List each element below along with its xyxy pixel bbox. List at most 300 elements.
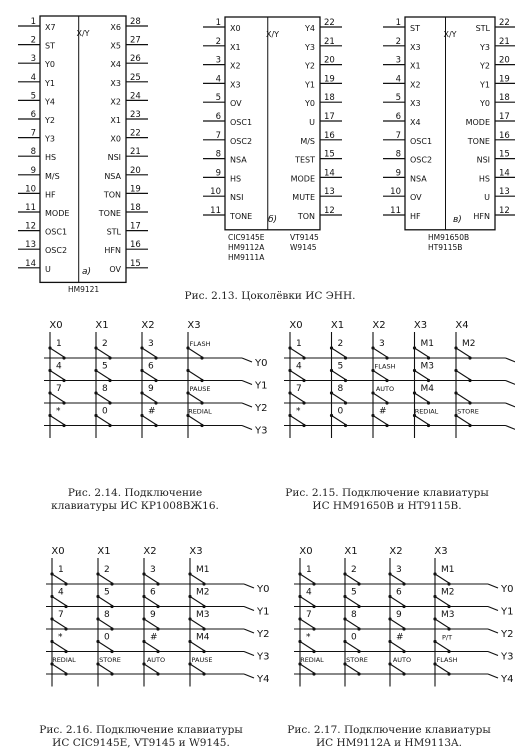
col-label: X3 xyxy=(434,546,448,557)
chip-body xyxy=(40,16,126,282)
pin-number: 10 xyxy=(390,187,401,198)
junction-dot xyxy=(447,627,450,630)
pin-label: HS xyxy=(45,153,57,163)
key-switch xyxy=(142,633,159,654)
switch-contact xyxy=(456,416,470,425)
junction-dot xyxy=(110,627,113,630)
pin-number: 21 xyxy=(324,36,335,47)
key-switch xyxy=(413,408,439,428)
key-label: 7 xyxy=(56,384,62,394)
pin-number: 7 xyxy=(30,128,36,139)
key-label: STORE xyxy=(457,407,479,416)
caption-fig-2-14 xyxy=(20,487,250,513)
key-switch xyxy=(433,656,457,676)
switch-contact xyxy=(300,619,314,628)
switch-contact xyxy=(435,642,449,651)
junction-dot xyxy=(156,582,159,585)
switch-contact xyxy=(96,371,110,380)
switch-contact xyxy=(300,664,314,673)
junction-dot xyxy=(388,595,391,598)
key-switch xyxy=(96,588,113,609)
col-label: X0 xyxy=(299,546,313,557)
junction-dot xyxy=(200,379,203,382)
key-switch xyxy=(298,633,315,654)
key-label: 9 xyxy=(396,610,402,620)
switch-contact xyxy=(332,393,346,402)
junction-dot xyxy=(62,401,65,404)
junction-dot xyxy=(154,401,157,404)
pin-number: 14 xyxy=(499,168,510,179)
pin-number: 5 xyxy=(395,93,401,104)
pin-label: X1 xyxy=(110,116,121,125)
pin-label: X0 xyxy=(110,134,121,144)
pin-number: 6 xyxy=(30,110,36,120)
key-label: M2 xyxy=(441,587,455,598)
switch-contact xyxy=(290,393,304,402)
key-label: REDIAL xyxy=(188,407,212,416)
pin-number: 23 xyxy=(130,110,141,120)
pin-label: OSC1 xyxy=(45,227,68,237)
pin-label: Y0 xyxy=(480,99,490,109)
key-switch xyxy=(298,656,324,676)
row-bus-tail xyxy=(242,403,252,407)
pin-label: Y4 xyxy=(45,97,55,107)
col-label: X2 xyxy=(141,320,155,331)
switch-contact xyxy=(50,371,64,380)
junction-dot xyxy=(94,391,97,394)
junction-dot xyxy=(156,627,159,630)
key-switch xyxy=(140,362,157,383)
junction-dot xyxy=(454,369,457,372)
junction-dot xyxy=(108,424,111,427)
junction-dot xyxy=(330,414,333,417)
pin-label: NSI xyxy=(230,193,244,203)
switch-contact xyxy=(98,619,112,628)
pin-label: Y3 xyxy=(45,134,55,144)
key-switch xyxy=(142,565,159,586)
row-bus-tail xyxy=(244,652,254,656)
key-switch xyxy=(96,633,113,654)
chip-model-name: HM9121 xyxy=(68,285,100,294)
key-label: 8 xyxy=(351,610,357,620)
key-switch xyxy=(371,339,388,360)
pin-number: 5 xyxy=(215,93,221,104)
pin-label: X2 xyxy=(410,80,421,90)
key-label: 0 xyxy=(104,632,110,643)
key-switch xyxy=(50,656,76,676)
junction-dot xyxy=(200,356,203,359)
junction-dot xyxy=(385,424,388,427)
switch-contact xyxy=(415,348,429,357)
chip-model-name: HT9115B xyxy=(428,243,463,252)
junction-dot xyxy=(188,640,191,643)
key-label: FLASH xyxy=(436,656,458,664)
row-label: Y4 xyxy=(501,674,514,685)
junction-dot xyxy=(388,662,391,665)
col-label: X4 xyxy=(455,320,469,331)
junction-dot xyxy=(202,627,205,630)
pin-number: 15 xyxy=(130,258,141,269)
caption-line: ИС HM9112A и HM9113A. xyxy=(316,737,462,749)
key-label: 0 xyxy=(351,632,357,643)
junction-dot xyxy=(447,672,450,675)
junction-dot xyxy=(64,627,67,630)
junction-dot xyxy=(402,650,405,653)
key-label: 1 xyxy=(296,339,302,349)
key-label: 8 xyxy=(337,384,344,394)
chip-part-label: б) xyxy=(268,215,278,225)
pin-number: 28 xyxy=(130,17,141,27)
switch-contact xyxy=(188,348,202,357)
pin-label: Y1 xyxy=(480,80,490,90)
junction-dot xyxy=(64,672,67,675)
junction-dot xyxy=(343,595,346,598)
key-switch xyxy=(388,610,405,631)
pin-label: X6 xyxy=(110,23,121,32)
junction-dot xyxy=(156,605,159,608)
pin-number: 4 xyxy=(215,74,221,85)
col-label: X3 xyxy=(189,546,203,557)
col-label: X1 xyxy=(97,546,111,557)
junction-dot xyxy=(64,605,67,608)
key-switch xyxy=(413,362,434,383)
key-label: 4 xyxy=(58,587,64,598)
key-switch xyxy=(413,384,434,405)
pin-label: U xyxy=(309,118,315,127)
pin-label: MUTE xyxy=(292,193,315,203)
pin-label: OV xyxy=(230,99,242,109)
pin-label: Y1 xyxy=(45,78,55,88)
row-label: Y3 xyxy=(501,651,514,663)
switch-contact xyxy=(188,416,202,425)
switch-contact xyxy=(290,371,304,380)
row-label: Y0 xyxy=(255,358,268,369)
pin-label: HF xyxy=(45,190,56,200)
caption-line: клавиатуры ИС КР1008ВЖ16. xyxy=(51,500,219,512)
pin-label: TON xyxy=(103,190,121,200)
key-switch xyxy=(343,588,360,609)
pin-label: X0 xyxy=(230,24,241,33)
chip-center-label: X/Y xyxy=(265,30,280,39)
pin-label: NSA xyxy=(230,155,247,165)
junction-dot xyxy=(388,572,391,575)
key-label: REDIAL xyxy=(300,656,324,664)
key-switch xyxy=(288,407,305,428)
caption-fig-2-13-text: Рис. 2.13. Цоколёвки ИС ЭНН. xyxy=(184,290,356,302)
pin-number: 7 xyxy=(215,130,221,141)
pin-label: X1 xyxy=(410,61,421,71)
pin-number: 6 xyxy=(395,112,401,122)
junction-dot xyxy=(48,369,51,372)
switch-contact xyxy=(96,416,110,425)
switch-contact xyxy=(50,416,64,425)
junction-dot xyxy=(94,369,97,372)
switch-contact xyxy=(300,642,314,651)
key-switch xyxy=(433,610,454,631)
key-label: REDIAL xyxy=(414,407,439,416)
pin-label: TEST xyxy=(295,155,315,165)
junction-dot xyxy=(200,424,203,427)
junction-dot xyxy=(154,424,157,427)
key-label: 8 xyxy=(104,610,110,620)
pin-label: X5 xyxy=(110,41,121,51)
switch-contact xyxy=(332,416,346,425)
key-label: 3 xyxy=(379,339,385,349)
switch-contact xyxy=(142,371,156,380)
key-label: M1 xyxy=(420,339,434,349)
key-switch xyxy=(343,565,360,586)
switch-contact xyxy=(290,348,304,357)
junction-dot xyxy=(388,617,391,620)
junction-dot xyxy=(188,617,191,620)
switch-contact xyxy=(390,642,404,651)
key-switch xyxy=(142,610,159,631)
pin-label: M/S xyxy=(45,171,60,181)
col-label: X2 xyxy=(389,546,403,557)
key-label: * xyxy=(58,632,63,643)
junction-dot xyxy=(454,391,457,394)
junction-dot xyxy=(288,346,291,349)
junction-dot xyxy=(96,640,99,643)
key-label: 7 xyxy=(306,610,312,620)
key-switch xyxy=(96,565,113,586)
junction-dot xyxy=(298,595,301,598)
junction-dot xyxy=(402,582,405,585)
junction-dot xyxy=(330,391,333,394)
junction-dot xyxy=(312,672,315,675)
switch-contact xyxy=(300,597,314,606)
row-bus-tail xyxy=(244,607,254,611)
pin-label: NSI xyxy=(476,155,490,165)
key-switch xyxy=(330,384,347,405)
pin-number: 14 xyxy=(324,168,335,179)
pin-number: 3 xyxy=(395,55,401,66)
junction-dot xyxy=(110,605,113,608)
junction-dot xyxy=(156,650,159,653)
key-switch xyxy=(140,339,157,360)
switch-contact xyxy=(98,642,112,651)
caption-line: Рис. 2.17. Подключение клавиатуры xyxy=(287,724,491,736)
row-bus-tail xyxy=(506,403,515,407)
junction-dot xyxy=(288,369,291,372)
junction-dot xyxy=(202,672,205,675)
key-switch xyxy=(94,339,111,360)
keypad-diagrams xyxy=(0,306,515,756)
switch-contact xyxy=(390,574,404,583)
chip-HM91650B xyxy=(383,17,515,252)
key-label: M1 xyxy=(196,565,210,575)
key-label: 6 xyxy=(150,587,156,598)
chip-center-label: X/Y xyxy=(443,30,457,39)
key-label: * xyxy=(296,406,301,417)
key-label: 1 xyxy=(58,565,64,575)
pin-number: 19 xyxy=(324,74,335,85)
pin-label: Y3 xyxy=(305,42,315,52)
row-label: Y1 xyxy=(501,606,514,618)
switch-contact xyxy=(52,574,66,583)
col-label: X0 xyxy=(289,320,303,331)
key-label: PAUSE xyxy=(189,385,211,393)
pin-label: OV xyxy=(109,264,121,274)
switch-contact xyxy=(144,642,158,651)
key-switch xyxy=(96,656,121,676)
pin-number: 12 xyxy=(324,206,335,216)
key-switch xyxy=(288,384,305,405)
junction-dot xyxy=(344,379,347,382)
key-label: AUTO xyxy=(375,385,395,393)
chip-part-label: a) xyxy=(82,267,92,277)
keypad-17 xyxy=(294,546,513,687)
key-label: 7 xyxy=(58,610,64,620)
switch-contact xyxy=(52,642,66,651)
junction-dot xyxy=(48,346,51,349)
switch-contact xyxy=(52,597,66,606)
junction-dot xyxy=(154,379,157,382)
pin-label: TONE xyxy=(467,136,490,146)
pin-number: 26 xyxy=(130,54,141,65)
pin-number: 25 xyxy=(130,72,141,83)
row-label: Y3 xyxy=(255,425,268,437)
pin-number: 20 xyxy=(324,55,335,66)
key-switch xyxy=(188,588,209,609)
switch-contact xyxy=(373,416,387,425)
junction-dot xyxy=(96,617,99,620)
key-label: PAUSE xyxy=(191,656,213,664)
pin-number: 20 xyxy=(499,55,510,66)
pin-number: 5 xyxy=(30,91,36,102)
switch-contact xyxy=(435,619,449,628)
junction-dot xyxy=(288,391,291,394)
switch-contact xyxy=(142,393,156,402)
key-label: 4 xyxy=(56,361,62,372)
pin-label: OSC2 xyxy=(45,246,68,256)
pin-label: MODE xyxy=(45,209,70,218)
switch-contact xyxy=(435,574,449,583)
pin-label: X2 xyxy=(230,61,241,71)
switch-contact xyxy=(52,664,66,673)
pin-number: 1 xyxy=(215,18,221,28)
col-label: X1 xyxy=(344,546,358,557)
key-switch xyxy=(454,408,479,428)
junction-dot xyxy=(94,414,97,417)
switch-contact xyxy=(144,619,158,628)
junction-dot xyxy=(433,595,436,598)
junction-dot xyxy=(48,414,51,417)
pin-label: STL xyxy=(475,24,490,33)
pin-number: 11 xyxy=(390,206,401,216)
key-switch xyxy=(371,363,395,383)
pin-number: 15 xyxy=(499,149,510,160)
junction-dot xyxy=(62,356,65,359)
pin-label: X4 xyxy=(410,118,421,127)
key-switch xyxy=(288,339,305,360)
junction-dot xyxy=(427,401,430,404)
key-switch xyxy=(388,588,405,609)
junction-dot xyxy=(288,414,291,417)
pin-number: 12 xyxy=(499,206,510,216)
pin-label: U xyxy=(484,193,490,203)
row-bus-tail xyxy=(242,426,252,430)
pin-number: 8 xyxy=(395,149,401,160)
junction-dot xyxy=(154,356,157,359)
junction-dot xyxy=(96,595,99,598)
key-switch xyxy=(330,407,347,428)
junction-dot xyxy=(433,640,436,643)
key-switch xyxy=(50,610,67,631)
row-label: Y0 xyxy=(257,584,270,595)
switch-contact xyxy=(373,348,387,357)
chip-center-label: X/Y xyxy=(76,29,90,38)
chip-part-label: в) xyxy=(453,215,462,225)
junction-dot xyxy=(371,346,374,349)
pin-label: Y2 xyxy=(45,116,55,125)
junction-dot xyxy=(202,605,205,608)
key-label: 4 xyxy=(296,361,302,372)
switch-contact xyxy=(415,393,429,402)
pin-label: Y2 xyxy=(305,61,315,71)
key-switch xyxy=(48,339,65,360)
pin-label: HS xyxy=(230,174,242,184)
pin-number: 14 xyxy=(25,258,36,269)
switch-contact xyxy=(98,597,112,606)
pin-label: HF xyxy=(410,212,421,221)
switch-contact xyxy=(390,619,404,628)
junction-dot xyxy=(312,605,315,608)
junction-dot xyxy=(108,379,111,382)
switch-contact xyxy=(96,393,110,402)
pin-number: 9 xyxy=(30,165,36,176)
junction-dot xyxy=(385,356,388,359)
key-label: * xyxy=(306,632,311,643)
row-bus-tail xyxy=(244,584,254,588)
junction-dot xyxy=(142,617,145,620)
pin-label: HFN xyxy=(473,212,490,221)
row-bus-tail xyxy=(488,652,498,656)
pin-number: 3 xyxy=(30,54,36,65)
switch-contact xyxy=(98,574,112,583)
junction-dot xyxy=(298,617,301,620)
junction-dot xyxy=(50,617,53,620)
switch-contact xyxy=(415,416,429,425)
junction-dot xyxy=(312,627,315,630)
pin-number: 2 xyxy=(30,35,36,46)
junction-dot xyxy=(50,595,53,598)
junction-dot xyxy=(330,369,333,372)
key-switch xyxy=(454,339,475,360)
key-label: 9 xyxy=(150,610,156,620)
key-switch xyxy=(298,588,315,609)
chip-model-name: HM9111A xyxy=(228,253,265,262)
key-switch xyxy=(388,565,405,586)
pin-label: U xyxy=(45,264,51,274)
pin-label: Y0 xyxy=(305,99,315,109)
junction-dot xyxy=(302,379,305,382)
key-label: 5 xyxy=(351,587,357,598)
junction-dot xyxy=(140,369,143,372)
keypad-14 xyxy=(44,320,267,438)
chip-model-name: HM9112A xyxy=(228,243,265,252)
key-switch xyxy=(413,339,434,360)
key-label: 5 xyxy=(102,361,108,372)
switch-contact xyxy=(142,416,156,425)
key-label: FLASH xyxy=(374,362,396,371)
junction-dot xyxy=(427,379,430,382)
key-label: 3 xyxy=(396,565,402,575)
pin-number: 21 xyxy=(130,147,141,158)
switch-contact xyxy=(144,574,158,583)
key-switch xyxy=(388,633,405,654)
pin-number: 17 xyxy=(324,112,335,122)
